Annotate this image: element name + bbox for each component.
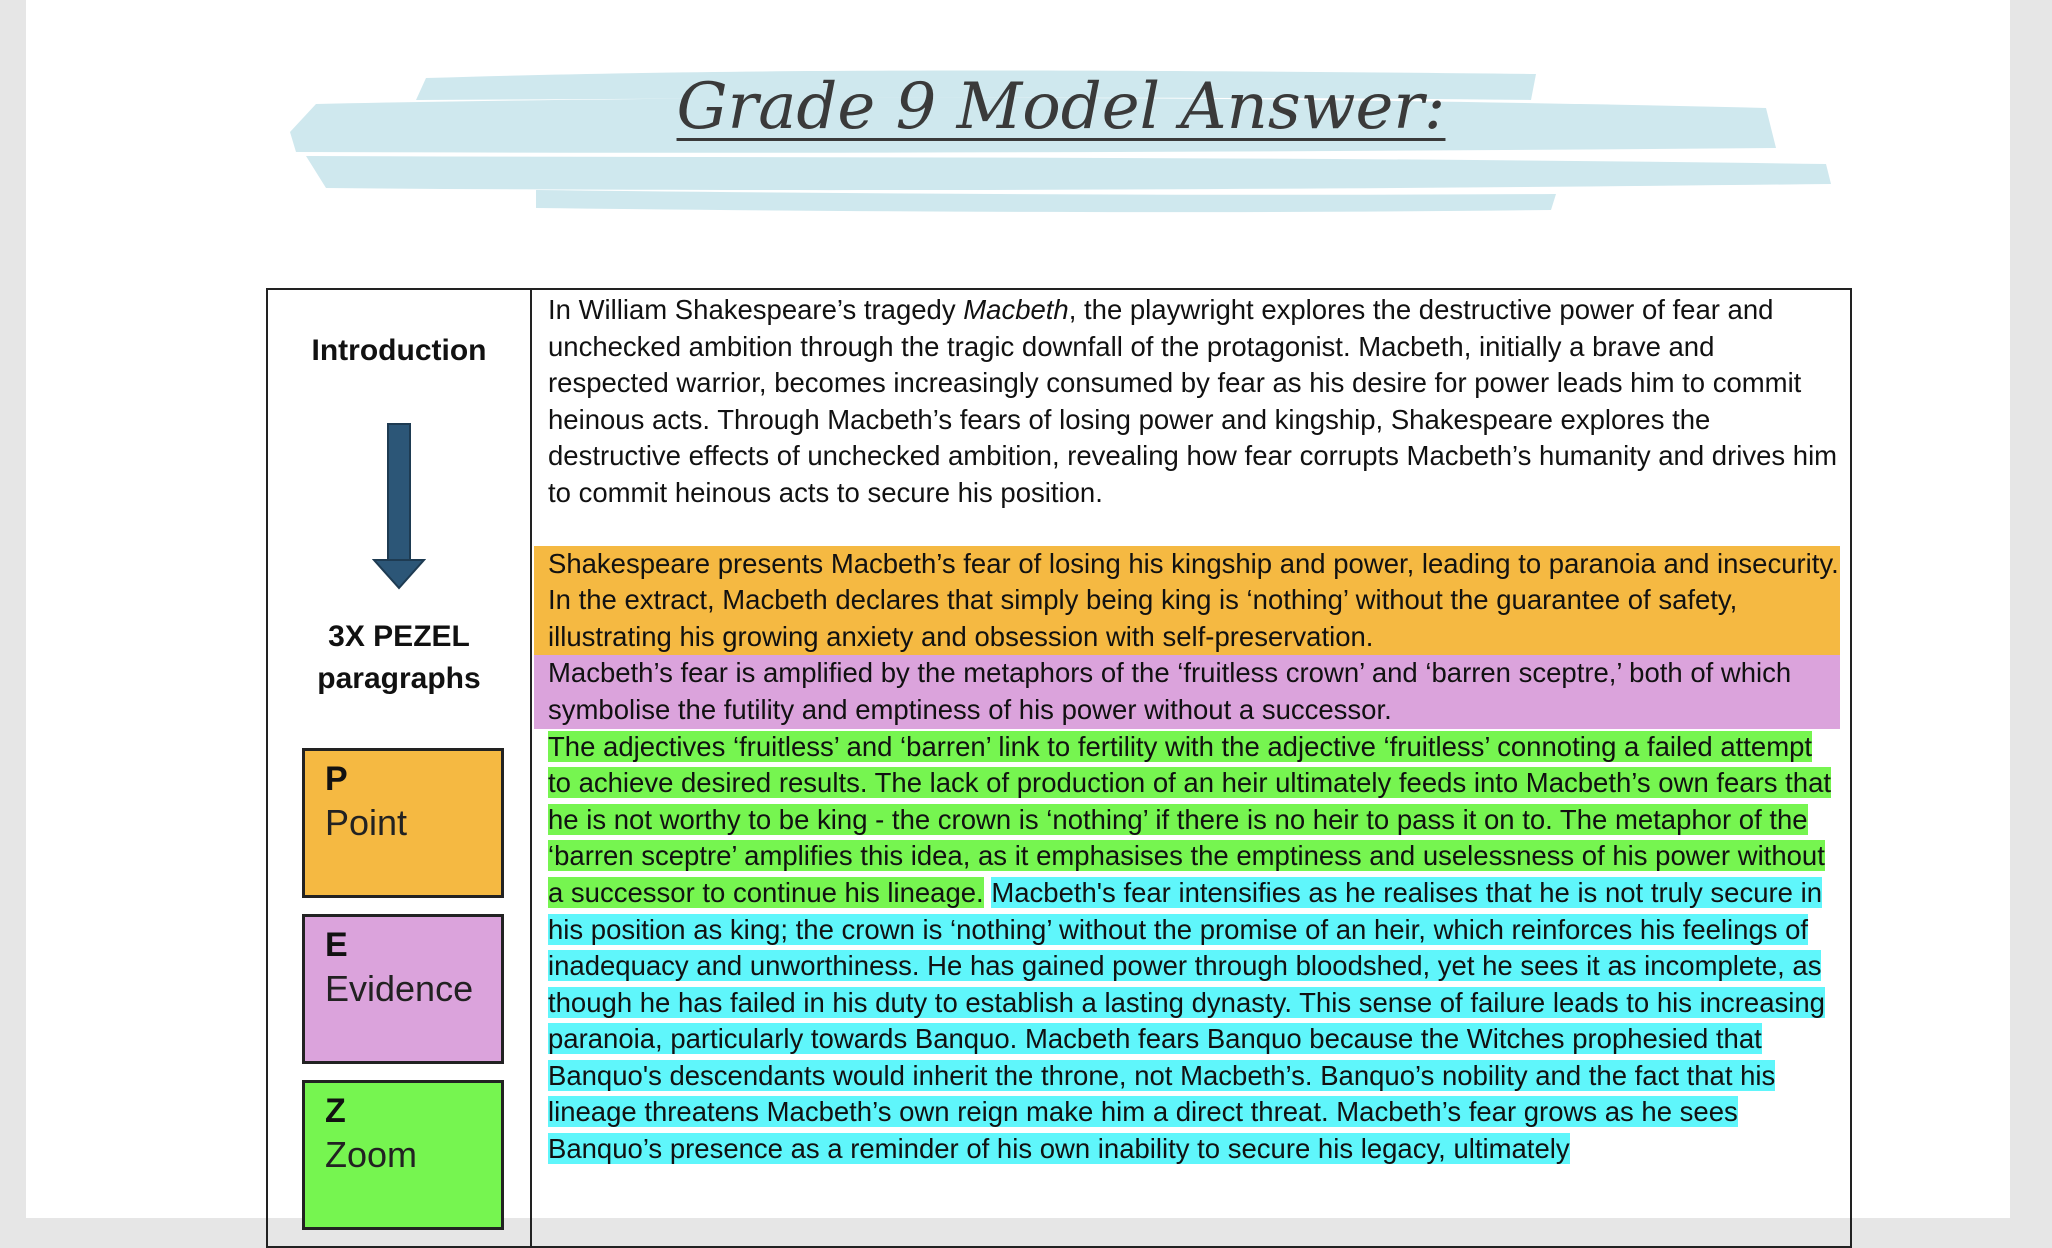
key-zoom-box: Z Zoom xyxy=(302,1080,504,1230)
title-banner xyxy=(286,60,1836,220)
paragraph-gap xyxy=(534,512,1840,546)
introduction-paragraph: In William Shakespeare’s tragedy Macbeth, the playwright explores the destructive power of fear and unchecked ambition through the tragic downfall of the protagonist. Macbeth, initially a brave and respected warrior, becomes increasingly consumed by fear as his desire for power leads him to commit heinous acts. Through Macbeth’s fears of losing power and kingship, Shakespeare explores the destructive effects of unchecked ambition, revealing how fear corrupts Macbeth’s humanity and drives him to commit heinous acts to secure his position. xyxy=(548,294,1838,508)
key-evidence-box: E Evidence xyxy=(302,914,504,1064)
down-arrow-icon xyxy=(372,422,426,592)
model-answer-table xyxy=(266,288,1852,1248)
essay-text-column xyxy=(534,290,1840,1168)
page-title: Grade 9 Model Answer: xyxy=(676,70,1446,144)
introduction-label: Introduction xyxy=(311,334,487,367)
pezel-label: 3X PEZEL paragraphs xyxy=(317,620,481,695)
key-point-box: P Point xyxy=(302,748,504,898)
structure-column xyxy=(268,290,530,1246)
document-page xyxy=(26,0,2010,1218)
evidence-paragraph: Macbeth’s fear is amplified by the metaphors of the ‘fruitless crown’ and ‘barren sceptre,’ both of which symbolise the futility and emptiness of his power without a successor. xyxy=(534,655,1840,728)
explain-text: Macbeth's fear intensifies as he realises that he is not truly secure in his position as king; the crown is ‘nothing’ without the promise of an heir, which reinforces his feelings of inadequacy and unworthiness. He has gained power through bloodshed, yet he sees it as incomplete, as though he has failed in his duty to establish a lasting dynasty. This sense of failure leads to his increasing paranoia, particularly towards Banquo. Macbeth fears Banquo because the Witches prophesied that Banquo's descendants would inherit the throne, not Macbeth’s. Banquo’s nobility and the fact that his lineage threatens Macbeth’s own reign make him a direct threat. Macbeth’s fear grows as he sees Banquo’s presence as a reminder of his own inability to secure his legacy, ultimately xyxy=(548,876,1825,1165)
zoom-text: The adjectives ‘fruitless’ and ‘barren’ link to fertility with the adjective ‘fruitless’ connoting a failed attempt to achieve desired results. The lack of production of an heir ultimately feeds into Macbeth’s own fears that he is not worthy to be king - the crown is ‘nothing’ if there is no heir to pass it on to. The metaphor of the ‘barren sceptre’ amplifies this idea, as it emphasises the emptiness and uselessness of his power without a successor to continue his lineage. xyxy=(548,730,1832,908)
zoom-explain-paragraph xyxy=(534,729,1840,1168)
point-paragraph: Shakespeare presents Macbeth’s fear of losing his kingship and power, leading to paranoia and insecurity. In the extract, Macbeth declares that simply being king is ‘nothing’ without the guarantee of safety, illustrating his growing anxiety and obsession with self-preservation. xyxy=(534,546,1840,656)
column-divider xyxy=(530,290,532,1246)
